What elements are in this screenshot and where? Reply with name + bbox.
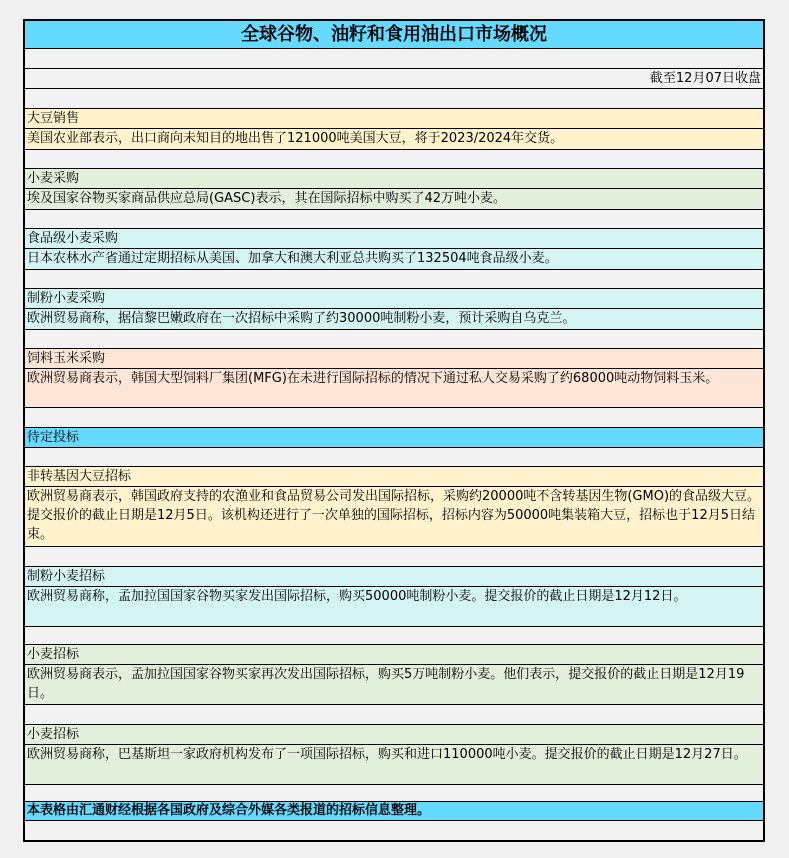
blank-row[interactable] — [25, 330, 763, 349]
section-body-feed-corn-purchase[interactable]: 欧洲贸易商表示，韩国大型饲料厂集团(MFG)在未进行国际招标的情况下通过私人交易采购了约68000吨动物饲料玉米。 — [25, 369, 763, 408]
section-body-milling-wheat-tender[interactable]: 欧洲贸易商称，孟加拉国国家谷物买家发出国际招标，购买50000吨制粉小麦。提交报价的截止日期是12月12日。 — [25, 587, 763, 627]
blank-row[interactable] — [25, 448, 763, 467]
section-header-milling-wheat-tender[interactable]: 制粉小麦招标 — [25, 567, 763, 587]
section-body-wheat-purchase[interactable]: 埃及国家谷物买家商品供应总局(GASC)表示，其在国际招标中购买了42万吨小麦。 — [25, 189, 763, 210]
section-body-food-wheat-purchase[interactable]: 日本农林水产省通过定期招标从美国、加拿大和澳大利亚总共购买了132504吨食品级小麦。 — [25, 249, 763, 270]
blank-row[interactable] — [25, 547, 763, 567]
date-note[interactable]: 截至12月07日收盘 — [25, 69, 763, 89]
section-header-food-wheat-purchase[interactable]: 食品级小麦采购 — [25, 229, 763, 249]
blank-row[interactable] — [25, 785, 763, 802]
blank-row[interactable] — [25, 89, 763, 109]
page-title[interactable]: 全球谷物、油籽和食用油出口市场概况 — [25, 21, 763, 49]
section-body-soybean-sales[interactable]: 美国农业部表示，出口商向未知目的地出售了121000吨美国大豆，将于2023/2024年交货。 — [25, 129, 763, 150]
blank-row[interactable] — [25, 627, 763, 645]
blank-row[interactable] — [25, 49, 763, 69]
section-header-milling-wheat-purchase[interactable]: 制粉小麦采购 — [25, 289, 763, 309]
blank-row[interactable] — [25, 821, 763, 840]
section-body-wheat-tender-1[interactable]: 欧洲贸易商表示，孟加拉国国家谷物买家再次发出国际招标，购买5万吨制粉小麦。他们表示，提交报价的截止日期是12月19日。 — [25, 665, 763, 705]
section-header-wheat-tender-1[interactable]: 小麦招标 — [25, 645, 763, 665]
blank-row[interactable] — [25, 408, 763, 428]
section-body-wheat-tender-2[interactable]: 欧洲贸易商称，巴基斯坦一家政府机构发布了一项国际招标，购买和进口110000吨小麦。提交报价的截止日期是12月27日。 — [25, 745, 763, 785]
footer-note[interactable]: 本表格由汇通财经根据各国政府及综合外媒各类报道的招标信息整理。 — [25, 802, 763, 821]
section-header-wheat-purchase[interactable]: 小麦采购 — [25, 169, 763, 189]
section-header-feed-corn-purchase[interactable]: 饲料玉米采购 — [25, 349, 763, 369]
section-header-non-gmo-soybean-tender[interactable]: 非转基因大豆招标 — [25, 467, 763, 487]
pending-tenders-header[interactable]: 待定投标 — [25, 428, 763, 448]
blank-row[interactable] — [25, 270, 763, 289]
section-body-milling-wheat-purchase[interactable]: 欧洲贸易商称，据信黎巴嫩政府在一次招标中采购了约30000吨制粉小麦，预计采购自乌克兰。 — [25, 309, 763, 330]
blank-row[interactable] — [25, 150, 763, 169]
section-body-non-gmo-soybean-tender[interactable]: 欧洲贸易商表示，韩国政府支持的农渔业和食品贸易公司发出国际招标，采购约20000吨不含转基因生物(GMO)的食品级大豆。提交报价的截止日期是12月5日。该机构还进行了一次单独的国际招标，招标内容为50000吨集装箱大豆，招标也于12月5日结束。 — [25, 487, 763, 547]
blank-row[interactable] — [25, 210, 763, 229]
blank-row[interactable] — [25, 705, 763, 725]
section-header-wheat-tender-2[interactable]: 小麦招标 — [25, 725, 763, 745]
spreadsheet-table — [23, 19, 765, 842]
section-header-soybean-sales[interactable]: 大豆销售 — [25, 109, 763, 129]
